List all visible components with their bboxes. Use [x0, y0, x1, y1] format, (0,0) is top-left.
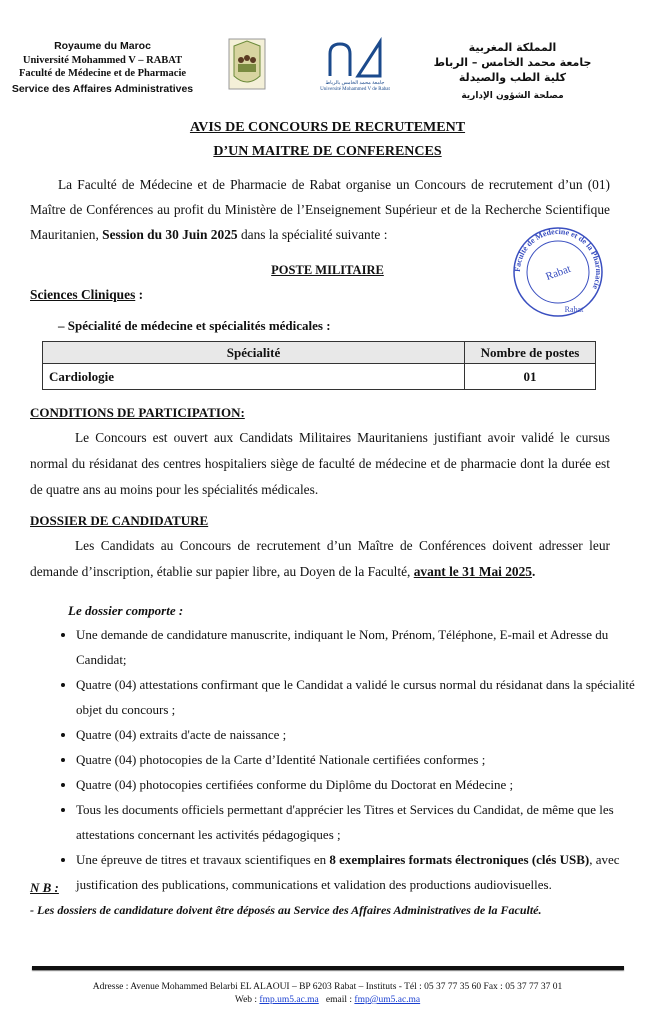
dossier-text: Les Candidats au Concours de recrutement d’un Maître de Conférences doivent adresser leur demande d’inscription, établie sur papier libre, au Doyen de la Faculté, — [30, 538, 610, 579]
title-line-2: D’UN MAITRE DE CONFERENCES — [213, 144, 442, 159]
official-stamp — [512, 226, 604, 318]
svg-text:Faculté de Médecine et de la P: Faculté de Médecine et de la Pharmacie — [512, 226, 604, 291]
specialite-table — [42, 341, 596, 390]
svg-text:Université Mohammed V de Rabat: Université Mohammed V de Rabat — [320, 87, 390, 92]
item-bold: 8 exemplaires formats électroniques (clés USB) — [329, 852, 590, 867]
conditions-paragraph: Le Concours est ouvert aux Candidats Militaires Mauritaniens justifiant avoir validé le cursus normal du résidanat des centres hospitaliers siège de faculté de médecine et de pharmacie dont la durée est de quatre ans au moins pour les spécialités médicales. — [30, 430, 610, 497]
footer-rule — [32, 966, 624, 970]
item-text: , avec justification des publications, communications et validation des productions audiovisuelles. — [76, 852, 620, 892]
email-label: email : — [318, 995, 355, 1005]
nb-text: - Les dossiers de candidature doivent être déposés au Service des Affaires Administratives de la Faculté. — [30, 903, 542, 917]
table-cell: 01 — [465, 364, 596, 390]
table-header: Spécialité — [43, 342, 465, 364]
web-link[interactable]: fmp.um5.ac.ma — [259, 995, 319, 1005]
svg-text:Rabat: Rabat — [564, 305, 584, 314]
dossier-paragraph — [30, 533, 610, 585]
header-line: جامعة محمد الخامس – الرباط — [433, 56, 592, 69]
dossier-heading: DOSSIER DE CANDIDATURE — [30, 513, 209, 528]
conditions-heading: CONDITIONS DE PARTICIPATION: — [30, 405, 245, 420]
header-line: Faculté de Médecine et de Pharmacie — [18, 68, 187, 79]
dossier-comporte: Le dossier comporte : — [68, 603, 184, 618]
header-line: Université Mohammed V – RABAT — [22, 54, 183, 66]
list-item: • Une demande de candidature manuscrite, indiquant le Nom, Prénom, Téléphone, E-mail et Adresse du Candidat; — [76, 622, 655, 672]
list-item: • Quatre (04) attestations confirmant que le Candidat a validé le cursus normal du résidanat dans la spécialité objet du concours ; — [76, 672, 655, 722]
list-item: • Quatre (04) photocopies certifiées conforme du Diplôme du Doctorat en Médecine ; — [76, 772, 655, 797]
header-line: المملكة المغربية — [468, 41, 557, 54]
header-left — [0, 40, 205, 96]
section-suffix: : — [135, 287, 144, 302]
table-header: Nombre de postes — [465, 342, 596, 364]
svg-text:Rabat: Rabat — [544, 262, 573, 283]
university-logo — [290, 36, 420, 92]
faculty-logo — [228, 38, 266, 90]
deadline: avant le 31 Mai 2025 — [413, 564, 533, 579]
footer-address: Adresse : Avenue Mohammed Belarbi EL ALAOUI – BP 6203 Rabat – Instituts - Tél : 05 37 77 35 60 Fax : 05 37 77 37 01 — [92, 982, 563, 992]
table-cell: Cardiologie — [43, 364, 465, 390]
dossier-list — [30, 622, 655, 897]
item-text: Une épreuve de titres et travaux scientifiques en — [76, 852, 330, 867]
web-label: Web : — [234, 995, 260, 1005]
session-date: Session du 30 Juin 2025 — [102, 227, 238, 242]
svg-text:جامعة محمد الخامس بالرباط: جامعة محمد الخامس بالرباط — [325, 81, 385, 86]
email-link[interactable]: fmp@um5.ac.ma — [354, 995, 421, 1005]
footer-contact — [0, 994, 655, 1007]
header-line: مصلحة الشؤون الإدارية — [461, 91, 564, 101]
table-row — [43, 364, 596, 390]
header-line: Royaume du Maroc — [54, 40, 151, 52]
title-line-1: AVIS DE CONCOURS DE RECRUTEMENT — [189, 120, 466, 135]
header-line: Service des Affaires Administratives — [11, 82, 194, 95]
list-item: • Quatre (04) photocopies de la Carte d’Identité Nationale certifiées conformes ; — [76, 747, 655, 772]
nb-label: N B : — [30, 880, 59, 895]
poste-heading: POSTE MILITAIRE — [271, 263, 384, 277]
header-line: كلية الطب والصيدلة — [458, 71, 567, 84]
intro-text: La Faculté de Médecine et de Pharmacie de Rabat organise un Concours de recrutement d’un (01) Maître de Conférences au profit du Ministère de l’Enseignement Supérieur et de la Recherche Scientifique Mauritanien, — [30, 177, 610, 242]
list-item: • Tous les documents officiels permettant d'apprécier les Titres et Services du Candidat, de même que les attestations concernant les activités pédagogiques ; — [76, 797, 655, 847]
dossier-tail: . — [532, 564, 536, 579]
header-right — [430, 40, 595, 104]
section-heading — [30, 287, 143, 303]
list-item — [76, 847, 655, 897]
intro-tail: dans la spécialité suivante : — [237, 227, 388, 242]
list-item: • Quatre (04) extraits d'acte de naissance ; — [76, 722, 655, 747]
section-label: Sciences Cliniques — [30, 287, 136, 302]
specialite-line: – Spécialité de médecine et spécialités médicales : — [58, 318, 331, 333]
